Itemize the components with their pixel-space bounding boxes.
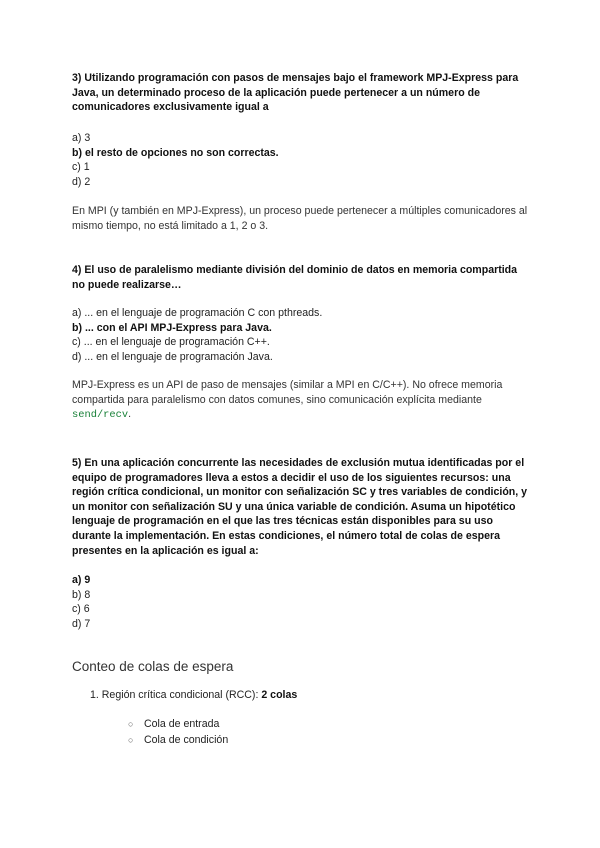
q5-option-d: d) 7 xyxy=(72,617,91,630)
q4-option-d: d) ... en el lenguaje de programación Java. xyxy=(72,350,273,363)
question-5-text: 5) En una aplicación concurrente las necesidades de exclusión mutua identificadas por el equipo de programadores lleva a estos a decidir el uso de los siguientes recursos: una región crítica condicional, un monitor con señalización SC y tres variables de condición, y un monitor con señalización SU y una única variable de condición. Asuma un hipotético lenguaje de programación en el que las tres técnicas están disponibles para su uso durante la implementación. En estas condiciones, el número total de colas de espera presentes en la aplicación es igual a: xyxy=(72,457,528,557)
question-5-options xyxy=(72,573,532,631)
question-4-options xyxy=(72,306,532,364)
circle-bullet-icon: ○ xyxy=(128,735,134,745)
list-item-rcc xyxy=(90,689,297,701)
question-3 xyxy=(72,71,532,115)
question-3-text: 3) Utilizando programación con pasos de mensajes bajo el framework MPJ-Express para Java, un determinado proceso de la aplicación puede pertenecer a un número de comunicadores exclusivamente igual a xyxy=(72,72,519,114)
q4-option-a: a) ... en el lenguaje de programación C con pthreads. xyxy=(72,307,323,319)
sub-list-item xyxy=(128,718,219,730)
q3-option-d: d) 2 xyxy=(72,175,91,188)
q4-code-send-recv: send/recv xyxy=(72,409,129,422)
q3-option-b: b) el resto de opciones no son correctas. xyxy=(72,146,279,159)
q4-option-b: b) ... con el API MPJ-Express para Java. xyxy=(72,321,272,334)
sub-list-item-text: Cola de entrada xyxy=(144,718,220,730)
section-heading: Conteo de colas de espera xyxy=(72,659,234,674)
sub-list-item xyxy=(128,734,228,746)
sub-list-item-text: Cola de condición xyxy=(144,734,229,746)
q3-option-c: c) 1 xyxy=(72,161,90,174)
q5-option-a: a) 9 xyxy=(72,574,91,586)
circle-bullet-icon: ○ xyxy=(128,719,134,729)
question-5 xyxy=(72,456,532,558)
q4-explanation-end: . xyxy=(128,408,132,421)
q4-explanation-text: MPJ-Express es un API de paso de mensajes (similar a MPI en C/C++). No ofrece memoria compartida para paralelismo con datos comunes, sino comunicación explícita mediante xyxy=(72,379,503,406)
list-item-rcc-count: 2 colas xyxy=(261,689,298,701)
question-3-explanation xyxy=(72,204,532,233)
q5-option-b: b) 8 xyxy=(72,588,91,601)
q4-option-c: c) ... en el lenguaje de programación C++. xyxy=(72,336,270,349)
question-4-text: 4) El uso de paralelismo mediante división del dominio de datos en memoria compartida no puede realizarse… xyxy=(72,264,518,291)
q5-option-c: c) 6 xyxy=(72,603,90,616)
list-item-rcc-label: 1. Región crítica condicional (RCC): xyxy=(90,689,259,701)
q3-explanation-text: En MPI (y también en MPJ-Express), un proceso puede pertenecer a múltiples comunicadores al mismo tiempo, no está limitado a 1, 2 o 3. xyxy=(72,205,528,232)
question-3-options xyxy=(72,131,532,189)
q3-option-a: a) 3 xyxy=(72,132,91,144)
q4-explanation xyxy=(72,378,532,423)
question-4-explanation xyxy=(72,378,532,423)
question-4 xyxy=(72,263,532,292)
